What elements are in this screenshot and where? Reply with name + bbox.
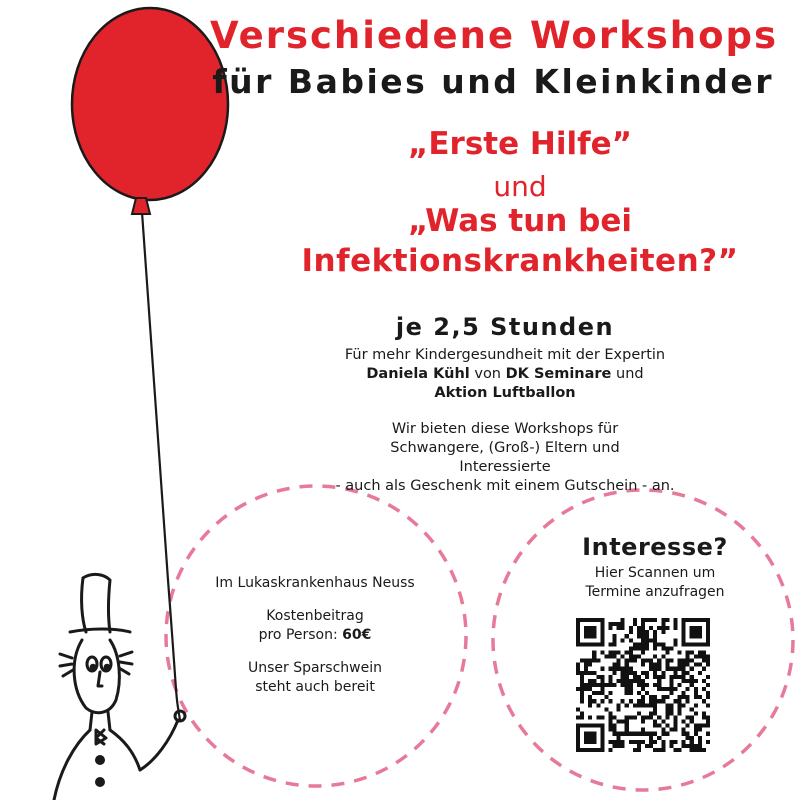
qr-code-icon[interactable] xyxy=(576,618,710,752)
expert-intro: Für mehr Kindergesundheit mit der Expertin xyxy=(344,347,666,363)
cost-label-2: pro Person: xyxy=(258,627,343,643)
audience-line-1: Wir bieten diese Workshops für xyxy=(391,421,619,437)
piggy-line-1: Unser Sparschwein xyxy=(247,660,383,676)
audience-line-2: Schwangere, (Groß-) Eltern und xyxy=(390,440,620,456)
subtitle: für Babies und Kleinkinder xyxy=(212,62,774,101)
expert-line xyxy=(280,365,730,384)
partner-name: Aktion Luftballon xyxy=(434,385,576,401)
location-text: Im Lukaskrankenhaus Neuss xyxy=(215,575,415,591)
scan-line-2: Termine anzufragen xyxy=(585,584,725,600)
balloon-string xyxy=(142,212,180,720)
stick-figure-icon xyxy=(54,574,185,800)
audience-line-3: Interessierte xyxy=(459,459,551,475)
topic-infections-line2: Infektionskrankheiten?” xyxy=(301,243,739,279)
topic-infections-line1: „Was tun bei xyxy=(408,203,632,239)
piggy-text xyxy=(190,659,440,697)
topic-connector: und xyxy=(493,170,547,203)
topic-first-aid: „Erste Hilfe” xyxy=(407,126,632,162)
location-circle xyxy=(190,574,440,711)
scan-instructions xyxy=(545,564,765,602)
company-name: DK Seminare xyxy=(505,366,612,382)
expert-name: Daniela Kühl xyxy=(366,366,470,382)
scan-line-1: Hier Scannen um xyxy=(594,565,716,581)
interest-heading: Interesse? xyxy=(582,533,728,561)
main-title: Verschiedene Workshops xyxy=(210,14,778,57)
cost-text xyxy=(190,607,440,645)
piggy-line-2: steht auch bereit xyxy=(255,679,375,695)
expert-von: von xyxy=(469,366,506,382)
expert-info xyxy=(280,346,730,403)
audience-info xyxy=(280,420,730,496)
cost-label-1: Kostenbeitrag xyxy=(266,608,364,624)
audience-line-4: - auch als Geschenk mit einem Gutschein - an. xyxy=(335,478,675,494)
duration-heading: je 2,5 Stunden xyxy=(395,313,615,341)
cost-value: 60€ xyxy=(342,627,372,643)
expert-und: und xyxy=(611,366,644,382)
